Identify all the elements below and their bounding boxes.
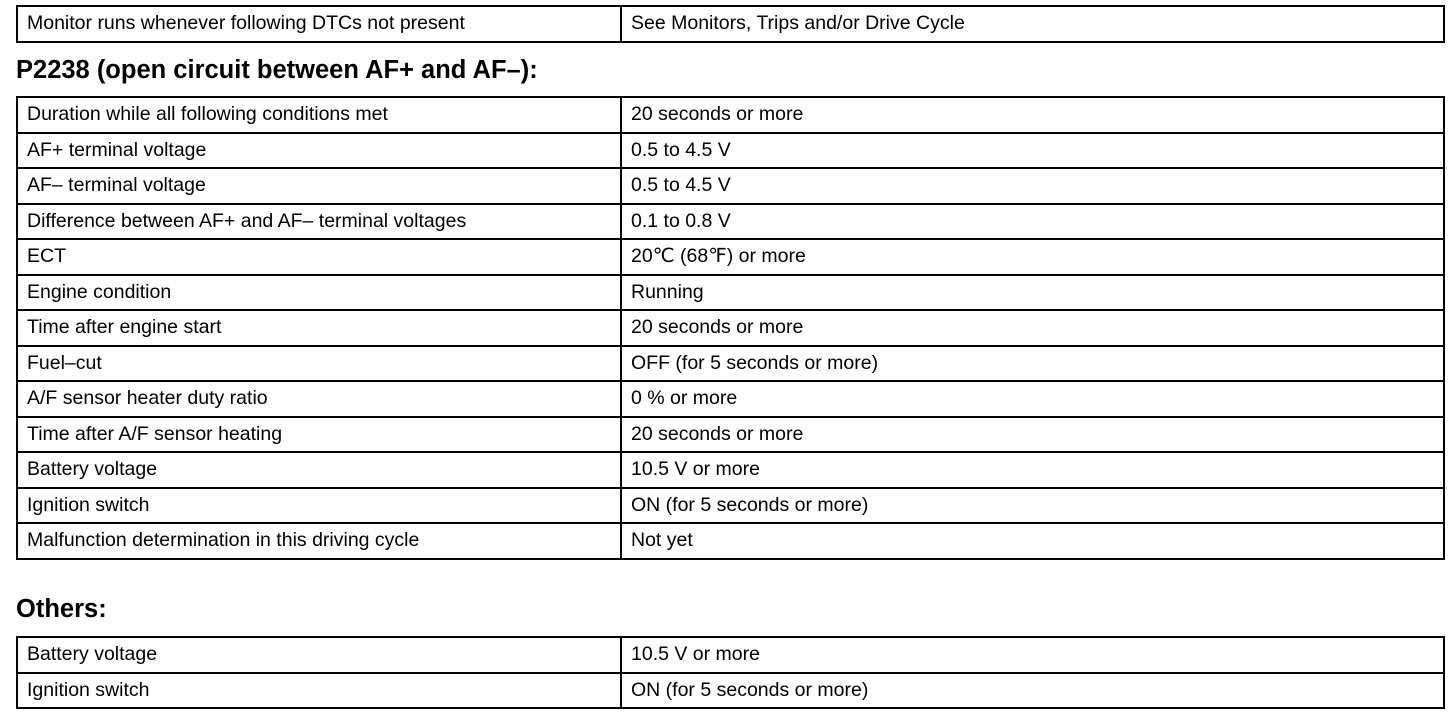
condition-value: Running — [621, 275, 1444, 311]
p2238-conditions-table — [16, 96, 1445, 560]
table-row — [17, 381, 1444, 417]
condition-label: AF+ terminal voltage — [17, 133, 621, 169]
table-row — [17, 239, 1444, 275]
condition-label: Ignition switch — [17, 488, 621, 524]
table-row — [17, 452, 1444, 488]
condition-label: Difference between AF+ and AF– terminal voltages — [17, 204, 621, 240]
condition-label: Battery voltage — [17, 452, 621, 488]
table-row — [17, 488, 1444, 524]
condition-value: 10.5 V or more — [621, 637, 1444, 673]
table-row — [17, 168, 1444, 204]
condition-label: Engine condition — [17, 275, 621, 311]
condition-label: Time after A/F sensor heating — [17, 417, 621, 453]
condition-label: Monitor runs whenever following DTCs not present — [17, 6, 621, 42]
condition-value: 20℃ (68℉) or more — [621, 239, 1444, 275]
table-row — [17, 6, 1444, 42]
condition-label: ECT — [17, 239, 621, 275]
table-row — [17, 637, 1444, 673]
condition-value: 0.1 to 0.8 V — [621, 204, 1444, 240]
section-heading-p2238: P2238 (open circuit between AF+ and AF–): — [16, 56, 538, 84]
condition-value: See Monitors, Trips and/or Drive Cycle — [621, 6, 1444, 42]
monitor-conditions-table — [16, 5, 1445, 43]
condition-value: 10.5 V or more — [621, 452, 1444, 488]
table-row — [17, 417, 1444, 453]
condition-value: ON (for 5 seconds or more) — [621, 673, 1444, 709]
others-conditions-table — [16, 636, 1445, 709]
table-row — [17, 97, 1444, 133]
table-row — [17, 133, 1444, 169]
table-row — [17, 523, 1444, 559]
condition-value: ON (for 5 seconds or more) — [621, 488, 1444, 524]
condition-value: 20 seconds or more — [621, 97, 1444, 133]
condition-value: 0 % or more — [621, 381, 1444, 417]
table-row — [17, 275, 1444, 311]
table-row — [17, 204, 1444, 240]
condition-value: 0.5 to 4.5 V — [621, 168, 1444, 204]
condition-label: Malfunction determination in this driving cycle — [17, 523, 621, 559]
condition-value: Not yet — [621, 523, 1444, 559]
condition-label: Duration while all following conditions met — [17, 97, 621, 133]
table-row — [17, 673, 1444, 709]
condition-label: A/F sensor heater duty ratio — [17, 381, 621, 417]
condition-value: OFF (for 5 seconds or more) — [621, 346, 1444, 382]
condition-value: 20 seconds or more — [621, 310, 1444, 346]
condition-label: Battery voltage — [17, 637, 621, 673]
condition-label: Ignition switch — [17, 673, 621, 709]
section-heading-others: Others: — [16, 595, 107, 623]
condition-label: AF– terminal voltage — [17, 168, 621, 204]
condition-value: 0.5 to 4.5 V — [621, 133, 1444, 169]
condition-value: 20 seconds or more — [621, 417, 1444, 453]
table-row — [17, 346, 1444, 382]
table-row — [17, 310, 1444, 346]
condition-label: Time after engine start — [17, 310, 621, 346]
condition-label: Fuel–cut — [17, 346, 621, 382]
